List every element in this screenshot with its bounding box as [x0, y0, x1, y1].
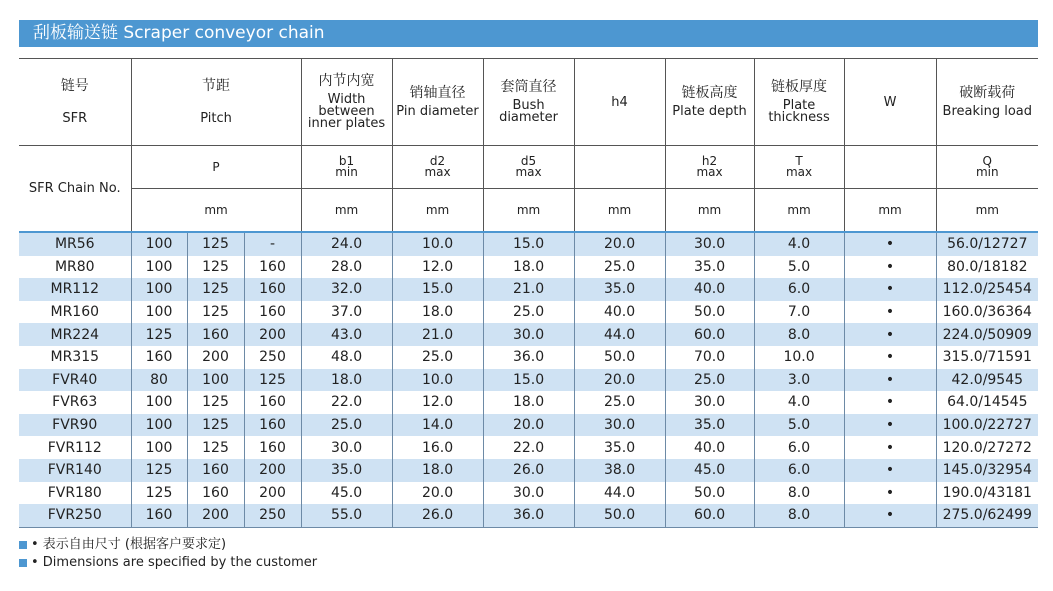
table-cell: 125: [187, 256, 244, 279]
table-cell: 44.0: [574, 323, 665, 346]
table-cell: 15.0: [392, 278, 483, 301]
table-cell: 38.0: [574, 459, 665, 482]
table-cell: 60.0: [665, 504, 754, 527]
table-cell: 100: [131, 391, 187, 414]
table-cell: 25.0: [392, 346, 483, 369]
table-cell: 160: [187, 459, 244, 482]
table-cell: 160: [244, 301, 301, 324]
table-cell: 8.0: [754, 504, 844, 527]
table-cell: 40.0: [574, 301, 665, 324]
table-cell: 125: [187, 301, 244, 324]
table-cell: 160: [244, 391, 301, 414]
table-cell: •: [844, 504, 936, 527]
table-cell: 275.0/62499: [936, 504, 1038, 527]
table-cell: FVR180: [19, 482, 131, 505]
table-cell: 145.0/32954: [936, 459, 1038, 482]
table-cell: •: [844, 369, 936, 392]
table-cell: 12.0: [392, 391, 483, 414]
table-cell: 7.0: [754, 301, 844, 324]
table-cell: •: [844, 256, 936, 279]
h4-symbol: [574, 146, 665, 189]
table-cell: •: [844, 459, 936, 482]
table-cell: 45.0: [665, 459, 754, 482]
breaking-symbol: Q min: [936, 146, 1038, 189]
table-cell: 12.0: [392, 256, 483, 279]
table-cell: 125: [187, 436, 244, 459]
table-cell: 160: [131, 346, 187, 369]
table-cell: 22.0: [483, 436, 574, 459]
table-cell: 40.0: [665, 278, 754, 301]
table-cell: 20.0: [483, 414, 574, 437]
table-cell: 22.0: [301, 391, 392, 414]
table-cell: 14.0: [392, 414, 483, 437]
table-cell: 50.0: [665, 301, 754, 324]
plate-thickness-symbol: T max: [754, 146, 844, 189]
table-cell: FVR140: [19, 459, 131, 482]
table-cell: 56.0/12727: [936, 232, 1038, 256]
table-cell: 36.0: [483, 346, 574, 369]
table-cell: 35.0: [574, 436, 665, 459]
table-row: [19, 346, 1038, 369]
table-cell: 55.0: [301, 504, 392, 527]
table-cell: 160: [244, 278, 301, 301]
table-cell: •: [844, 301, 936, 324]
table-cell: 190.0/43181: [936, 482, 1038, 505]
table-cell: 21.0: [392, 323, 483, 346]
table-cell: 60.0: [665, 323, 754, 346]
table-cell: 30.0: [665, 232, 754, 256]
table-row: [19, 414, 1038, 437]
table-cell: 30.0: [483, 323, 574, 346]
table-cell: 200: [187, 346, 244, 369]
table-cell: 40.0: [665, 436, 754, 459]
table-cell: 160: [187, 323, 244, 346]
table-row: [19, 482, 1038, 505]
table-cell: 8.0: [754, 323, 844, 346]
table-cell: 15.0: [483, 369, 574, 392]
table-cell: 125: [187, 232, 244, 256]
notes: [19, 536, 317, 572]
header-w: W: [844, 59, 936, 146]
table-cell: MR315: [19, 346, 131, 369]
table-cell: 30.0: [301, 436, 392, 459]
scraper-chain-table: [19, 58, 1038, 528]
unit-w: mm: [844, 189, 936, 233]
table-cell: 18.0: [392, 301, 483, 324]
table-cell: -: [244, 232, 301, 256]
table-row: [19, 391, 1038, 414]
table-cell: 42.0/9545: [936, 369, 1038, 392]
table-cell: 200: [244, 459, 301, 482]
table-cell: 35.0: [301, 459, 392, 482]
width-symbol: b1 min: [301, 146, 392, 189]
table-cell: 125: [131, 323, 187, 346]
table-cell: 100.0/22727: [936, 414, 1038, 437]
table-title: 刮板输送链 Scraper conveyor chain: [19, 20, 1038, 47]
table-cell: 160: [187, 482, 244, 505]
table-cell: 35.0: [665, 256, 754, 279]
table-cell: 35.0: [665, 414, 754, 437]
table-cell: 50.0: [574, 504, 665, 527]
table-cell: 100: [131, 414, 187, 437]
header-width: 内节内宽 Width between inner plates: [301, 59, 392, 146]
table-cell: 25.0: [483, 301, 574, 324]
table-cell: •: [844, 482, 936, 505]
table-cell: 6.0: [754, 459, 844, 482]
table-row: [19, 504, 1038, 527]
header-plate-depth: 链板高度 Plate depth: [665, 59, 754, 146]
table-cell: 125: [131, 482, 187, 505]
table-cell: 18.0: [483, 391, 574, 414]
table-cell: 200: [187, 504, 244, 527]
table-cell: 25.0: [574, 256, 665, 279]
table-row: [19, 459, 1038, 482]
table-row: [19, 323, 1038, 346]
unit-breaking: mm: [936, 189, 1038, 233]
table-row: [19, 232, 1038, 256]
table-cell: 100: [131, 256, 187, 279]
plate-depth-symbol: h2 max: [665, 146, 754, 189]
unit-bush: mm: [483, 189, 574, 233]
table-cell: 125: [244, 369, 301, 392]
header-breaking: 破断载荷 Breaking load: [936, 59, 1038, 146]
table-cell: 5.0: [754, 414, 844, 437]
table-cell: FVR112: [19, 436, 131, 459]
table-row: [19, 369, 1038, 392]
table-cell: •: [844, 346, 936, 369]
unit-plate-thickness: mm: [754, 189, 844, 233]
table-cell: 10.0: [392, 232, 483, 256]
table-cell: 5.0: [754, 256, 844, 279]
table-cell: 250: [244, 504, 301, 527]
table-cell: 18.0: [301, 369, 392, 392]
table-cell: FVR40: [19, 369, 131, 392]
table-row: [19, 301, 1038, 324]
table-cell: 6.0: [754, 278, 844, 301]
table-cell: 160: [131, 504, 187, 527]
w-symbol: [844, 146, 936, 189]
table-cell: 21.0: [483, 278, 574, 301]
table-cell: MR80: [19, 256, 131, 279]
table-cell: 315.0/71591: [936, 346, 1038, 369]
table-cell: 25.0: [665, 369, 754, 392]
header-pin: 销轴直径 Pin diameter: [392, 59, 483, 146]
table-cell: 44.0: [574, 482, 665, 505]
chain-no-label: SFR Chain No.: [19, 146, 131, 233]
table-cell: •: [844, 391, 936, 414]
table-cell: 36.0: [483, 504, 574, 527]
table-cell: MR112: [19, 278, 131, 301]
table-cell: FVR250: [19, 504, 131, 527]
table-cell: 30.0: [483, 482, 574, 505]
unit-pin: mm: [392, 189, 483, 233]
table-cell: 125: [187, 414, 244, 437]
table-cell: •: [844, 414, 936, 437]
table-row: [19, 436, 1038, 459]
pitch-symbol: P: [131, 146, 301, 189]
bullet-square-icon: [19, 541, 27, 549]
table-cell: MR160: [19, 301, 131, 324]
table-cell: 200: [244, 482, 301, 505]
table-cell: 43.0: [301, 323, 392, 346]
table-cell: MR224: [19, 323, 131, 346]
header-plate-thickness: 链板厚度 Plate thickness: [754, 59, 844, 146]
header-chain: 链号 SFR: [19, 59, 131, 146]
table-cell: 18.0: [483, 256, 574, 279]
table-cell: 70.0: [665, 346, 754, 369]
table-cell: •: [844, 278, 936, 301]
table-cell: 25.0: [301, 414, 392, 437]
table-cell: 15.0: [483, 232, 574, 256]
table-cell: 200: [244, 323, 301, 346]
table-cell: 24.0: [301, 232, 392, 256]
table-cell: 64.0/14545: [936, 391, 1038, 414]
table-cell: 112.0/25454: [936, 278, 1038, 301]
header-pitch: 节距 Pitch: [131, 59, 301, 146]
pin-symbol: d2 max: [392, 146, 483, 189]
table-cell: 125: [187, 391, 244, 414]
table-cell: FVR90: [19, 414, 131, 437]
table-cell: 250: [244, 346, 301, 369]
table-cell: 32.0: [301, 278, 392, 301]
table-cell: 10.0: [392, 369, 483, 392]
table-cell: 100: [187, 369, 244, 392]
table-cell: 80.0/18182: [936, 256, 1038, 279]
note-en: • Dimensions are specified by the customer: [19, 554, 317, 572]
table-cell: 160: [244, 436, 301, 459]
table-cell: •: [844, 436, 936, 459]
table-cell: 50.0: [665, 482, 754, 505]
table-cell: 4.0: [754, 232, 844, 256]
table-cell: 18.0: [392, 459, 483, 482]
table-cell: 26.0: [483, 459, 574, 482]
header-h4: h4: [574, 59, 665, 146]
table-cell: 125: [131, 459, 187, 482]
note-cn: • 表示自由尺寸 (根据客户要求定): [19, 536, 317, 554]
table-row: [19, 256, 1038, 279]
table-cell: 20.0: [574, 232, 665, 256]
table-cell: 4.0: [754, 391, 844, 414]
unit-plate-depth: mm: [665, 189, 754, 233]
table-cell: 30.0: [665, 391, 754, 414]
table-cell: 25.0: [574, 391, 665, 414]
table-cell: 100: [131, 232, 187, 256]
unit-width: mm: [301, 189, 392, 233]
table-cell: 100: [131, 278, 187, 301]
table-cell: 8.0: [754, 482, 844, 505]
header-bush: 套筒直径 Bush diameter: [483, 59, 574, 146]
table-cell: 160.0/36364: [936, 301, 1038, 324]
table-cell: 20.0: [392, 482, 483, 505]
table-cell: 16.0: [392, 436, 483, 459]
table-cell: 37.0: [301, 301, 392, 324]
bush-symbol: d5 max: [483, 146, 574, 189]
table-cell: 80: [131, 369, 187, 392]
table-cell: MR56: [19, 232, 131, 256]
table-cell: 120.0/27272: [936, 436, 1038, 459]
table-cell: 50.0: [574, 346, 665, 369]
unit-pitch: mm: [131, 189, 301, 233]
table-cell: 160: [244, 414, 301, 437]
table-cell: 10.0: [754, 346, 844, 369]
table-cell: 160: [244, 256, 301, 279]
table-cell: 26.0: [392, 504, 483, 527]
table-cell: •: [844, 232, 936, 256]
table-cell: 3.0: [754, 369, 844, 392]
table-cell: 35.0: [574, 278, 665, 301]
table-cell: FVR63: [19, 391, 131, 414]
table-cell: 48.0: [301, 346, 392, 369]
table-cell: •: [844, 323, 936, 346]
table-cell: 100: [131, 436, 187, 459]
table-row: [19, 278, 1038, 301]
table-cell: 45.0: [301, 482, 392, 505]
table-cell: 20.0: [574, 369, 665, 392]
table-cell: 125: [187, 278, 244, 301]
unit-h4: mm: [574, 189, 665, 233]
table-cell: 100: [131, 301, 187, 324]
table-cell: 6.0: [754, 436, 844, 459]
table-cell: 28.0: [301, 256, 392, 279]
table-cell: 30.0: [574, 414, 665, 437]
table-cell: 224.0/50909: [936, 323, 1038, 346]
bullet-square-icon: [19, 559, 27, 567]
